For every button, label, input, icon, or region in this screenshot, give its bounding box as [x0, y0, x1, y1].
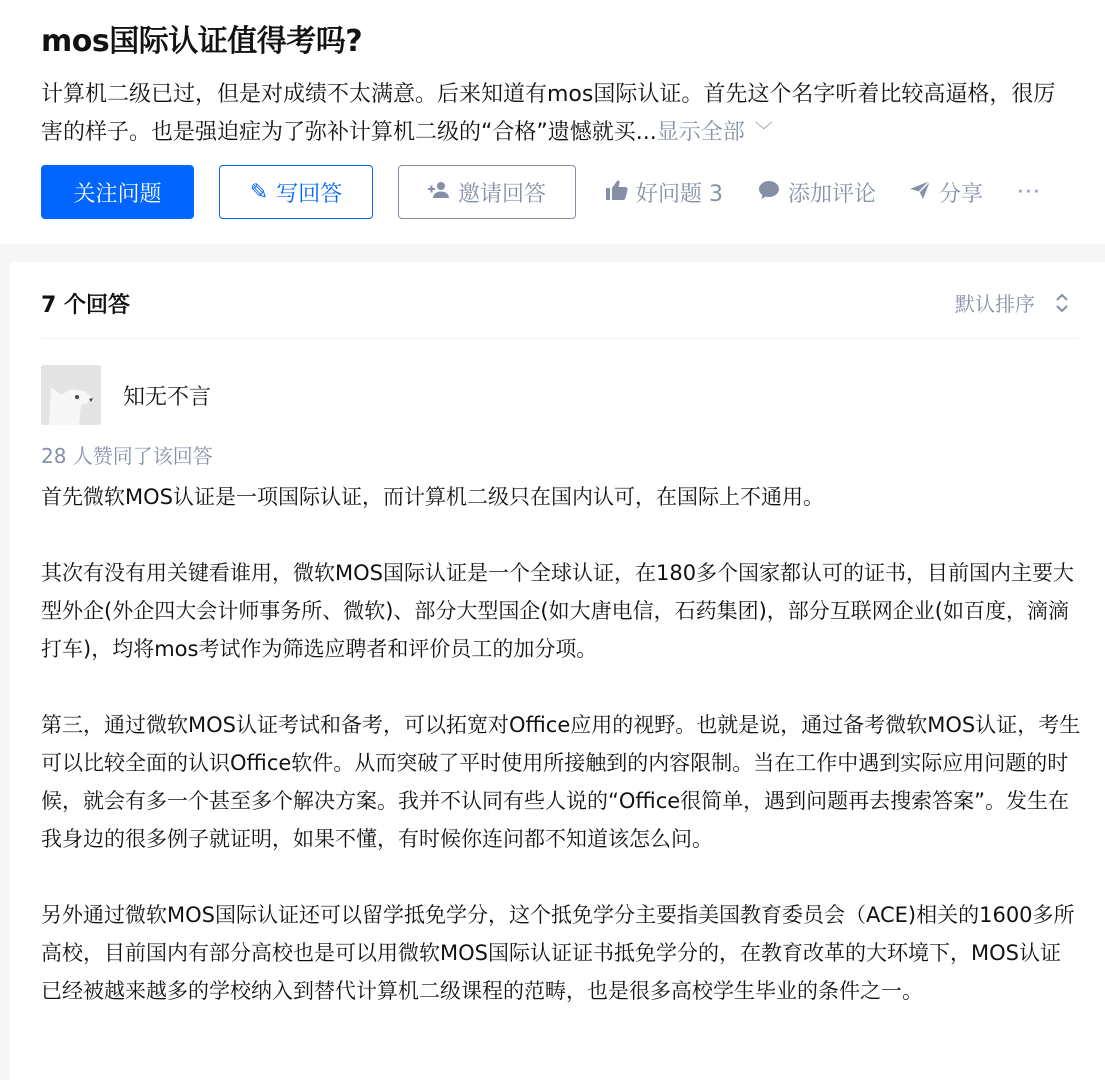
chevron-down-icon: ﹀: [754, 121, 773, 142]
vote-count: 28 人赞同了该回答: [41, 444, 213, 468]
add-comment-label: 添加评论: [788, 181, 877, 207]
invite-answer-label: 邀请回答: [457, 181, 546, 207]
write-answer-label: 写回答: [276, 181, 343, 207]
answer-paragraph: 另外通过微软MOS国际认证还可以留学抵免学分，这个抵免学分主要指美国教育委员会（ACE)相关的1600多所高校，目前国内有部分高校也是可以用微软MOS国际认证证书抵免学分的，在教育改革的大环境下，MOS认证已经被越来越多的学校纳入到替代计算机二级课程的范畴，也是很多高校学生毕业的条件之一。: [41, 903, 1075, 1003]
answer-author-row: [41, 365, 211, 425]
add-comment-button[interactable]: [758, 177, 876, 208]
share-button[interactable]: [909, 177, 983, 208]
follow-question-button[interactable]: [41, 165, 194, 219]
pen-icon: ✎: [249, 179, 269, 205]
write-answer-button[interactable]: [219, 165, 373, 219]
share-label: 分享: [939, 181, 984, 207]
follow-question-label: 关注问题: [73, 181, 162, 207]
show-all-link[interactable]: [657, 120, 773, 145]
answer-paragraph: 首先微软MOS认证是一项国际认证，而计算机二级只在国内认可，在国际上不通用。: [41, 485, 824, 509]
thumbs-up-icon: [606, 180, 628, 205]
sort-updown-icon: [1055, 292, 1069, 314]
paper-plane-icon: [909, 180, 931, 205]
question-action-bar: [41, 165, 1041, 219]
answer-count: 7 个回答: [41, 293, 130, 318]
answer-paragraph: 第三，通过微软MOS认证考试和备考，可以拓宽对Office应用的视野。也就是说，通过备考微软MOS认证，考生可以比较全面的认识Office软件。从而突破了平时使用所接触到的内容限制。当在工作中遇到实际应用问题的时候，就会有多一个甚至多个解决方案。我并不认同有些人说的“Office很简单，遇到问题再去搜索答案”。发生在我身边的很多例子就证明，如果不懂，有时候你连问都不知道该怎么问。: [41, 713, 1081, 851]
more-actions-button[interactable]: [1017, 180, 1041, 205]
invite-answer-button[interactable]: [398, 165, 576, 219]
add-user-icon: [428, 181, 450, 204]
answer-paragraph: 其次有没有用关键看谁用，微软MOS国际认证是一个全球认证，在180多个国家都认可的证书，目前国内主要大型外企(外企四大会计师事务所、微软)、部分大型国企(如大唐电信，石药集团)，部分互联网企业(如百度，滴滴打车)，均将mos考试作为筛选应聘者和评价员工的加分项。: [41, 561, 1075, 661]
comment-bubble-icon: [758, 180, 780, 205]
answers-header: [41, 282, 1079, 339]
author-name[interactable]: 知无不言: [123, 384, 212, 410]
sort-dropdown[interactable]: [955, 288, 1069, 317]
good-question-button[interactable]: [606, 177, 723, 208]
question-detail: [41, 76, 1071, 153]
avatar[interactable]: [41, 365, 101, 425]
more-icon: ···: [1017, 179, 1042, 205]
question-title: mos国际认证值得考吗?: [41, 24, 363, 59]
question-detail-text: 计算机二级已过，但是对成绩不太满意。后来知道有mos国际认证。首先这个名字听着比较高逼格，很厉害的样子。也是强迫症为了弥补计算机二级的“合格”遗憾就买...: [41, 82, 1056, 145]
answer-content: [41, 478, 1081, 1048]
sort-label: 默认排序: [955, 292, 1035, 316]
show-all-label: 显示全部: [656, 120, 745, 145]
answers-card: [10, 262, 1105, 1080]
good-question-label: 好问题 3: [636, 181, 723, 207]
question-card: [0, 0, 1105, 244]
